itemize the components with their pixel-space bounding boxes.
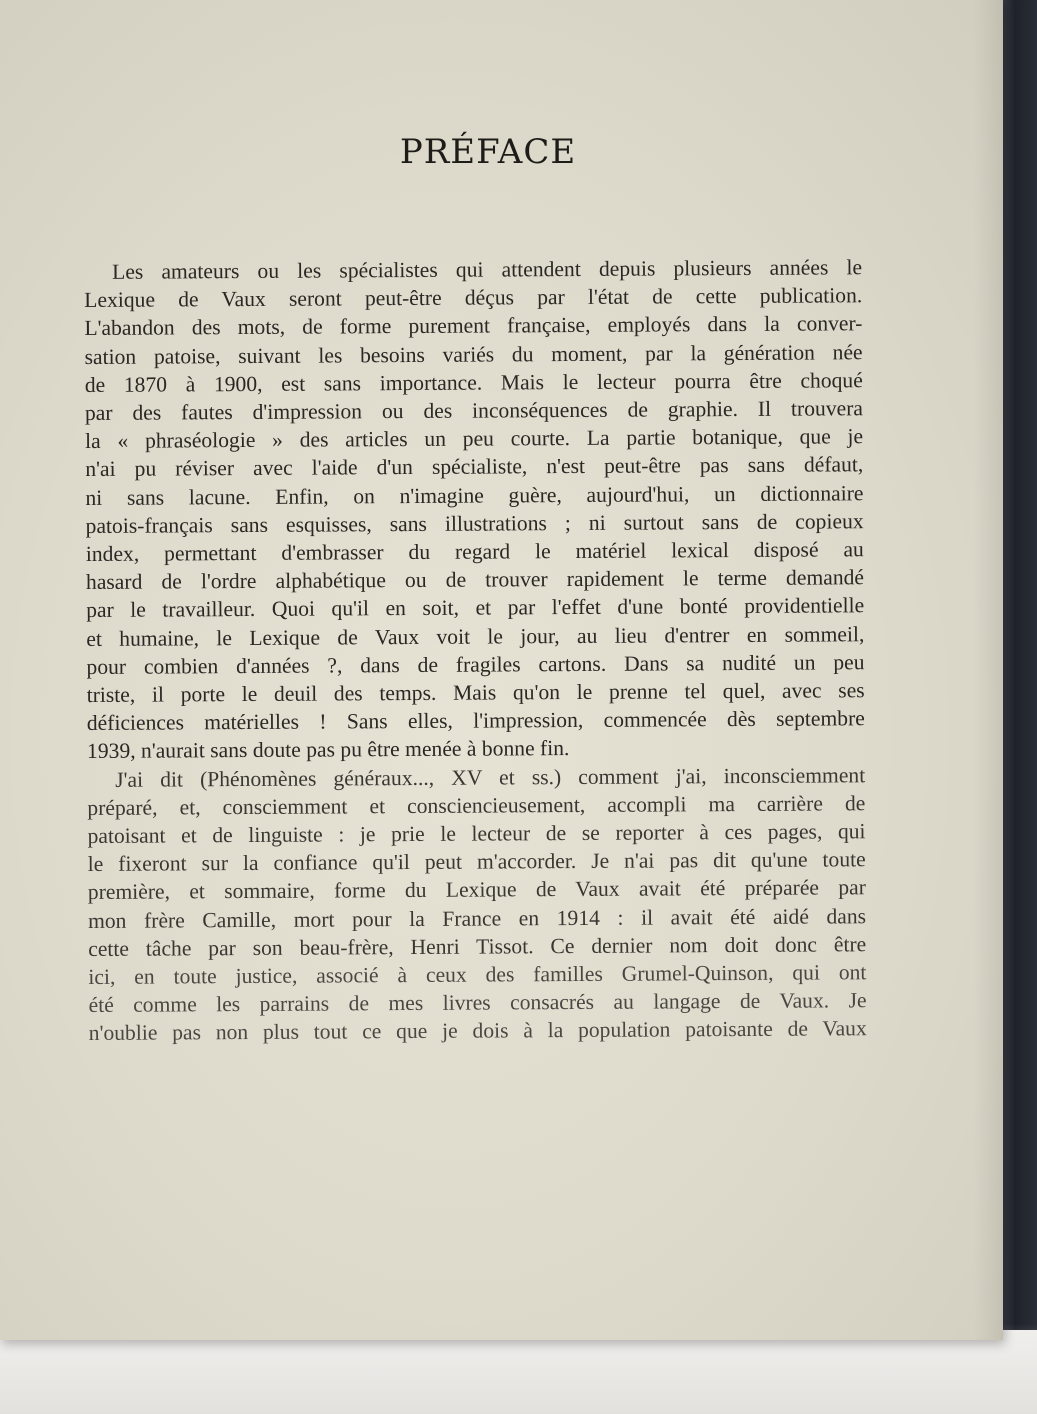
text-line: mon frère Camille, mort pour la France en 1914 : il avait été aidé dans	[87, 903, 867, 933]
text-line: Lexique de Vaux seront peut-être déçus par l'état de cette publication.	[84, 283, 863, 313]
text-line: n'ai pu réviser avec l'aide d'un spécialiste, n'est peut-être pas sans défaut,	[85, 452, 864, 482]
book-cover-edge	[1001, 0, 1037, 1330]
paragraph-1	[84, 253, 865, 765]
text-line: la « phraséologie » des articles un peu courte. La partie botanique, que je	[85, 424, 864, 454]
text-line: patois-français sans esquisses, sans illustrations ; ni surtout sans de copieux	[85, 509, 864, 538]
text-line: patoisant et de linguiste : je prie le lecteur de se reporter à ces pages, qui	[87, 819, 866, 849]
text-line: ici, en toute justice, associé à ceux des familles Grumel-Quinson, qui ont	[88, 960, 867, 990]
text-line: été comme les parrains de mes livres consacrés au langage de Vaux. Je	[88, 988, 867, 1018]
text-line: et humaine, le Lexique de Vaux voit le jour, au lieu d'entrer en sommeil,	[86, 621, 865, 651]
text-line: Les amateurs ou les spécialistes qui attendent depuis plusieurs années le	[112, 255, 863, 284]
paragraph-2	[87, 761, 867, 1048]
text-line: le fixeront sur la confiance qu'il peut m'accorder. Je n'ai pas dit qu'une toute	[87, 847, 866, 877]
text-line: première, et sommaire, forme du Lexique de Vaux avait été préparée par	[87, 875, 866, 905]
text-line: sation patoise, suivant les besoins variés du moment, par la génération née	[84, 339, 863, 369]
text-line: pour combien d'années ?, dans de fragiles cartons. Dans sa nudité un peu	[86, 650, 865, 679]
text-line: déficiences matérielles ! Sans elles, l'impression, commencée dès septembre	[86, 706, 865, 736]
text-line: ni sans lacune. Enfin, on n'imagine guère, aujourd'hui, un dictionnaire	[85, 480, 864, 510]
text-line: hasard de l'ordre alphabétique ou de trouver rapidement le terme demandé	[85, 565, 865, 595]
text-line: par des fautes d'impression ou des inconséquences de graphie. Il trouvera	[84, 396, 864, 426]
text-line: par le travailleur. Quoi qu'il en soit, et par l'effet d'une bonté providentielle	[86, 593, 865, 623]
text-line: index, permettant d'embrasser du regard le matériel lexical disposé au	[85, 537, 864, 567]
text-line: 1939, n'aurait sans doute pas pu être menée à bonne fin.	[86, 736, 570, 764]
page-title: PRÉFACE	[399, 132, 577, 172]
text-line: préparé, et, consciemment et consciencieusement, accompli ma carrière de	[87, 791, 866, 820]
preface-body	[84, 253, 867, 1047]
text-line: triste, il porte le deuil des temps. Mais qu'on le prenne tel quel, avec ses	[86, 678, 865, 708]
text-line: J'ai dit (Phénomènes généraux..., XV et ss.) comment j'ai, inconsciemment	[115, 762, 866, 792]
text-line: L'abandon des mots, de forme purement française, employés dans la conver-	[84, 311, 863, 341]
text-line: de 1870 à 1900, est sans importance. Mais le lecteur pourra être choqué	[84, 368, 863, 397]
text-line: n'oublie pas non plus tout ce que je dois à la population patoisante de Vaux	[88, 1016, 867, 1046]
text-line: cette tâche par son beau-frère, Henri Tissot. Ce dernier nom doit donc être	[88, 932, 867, 961]
